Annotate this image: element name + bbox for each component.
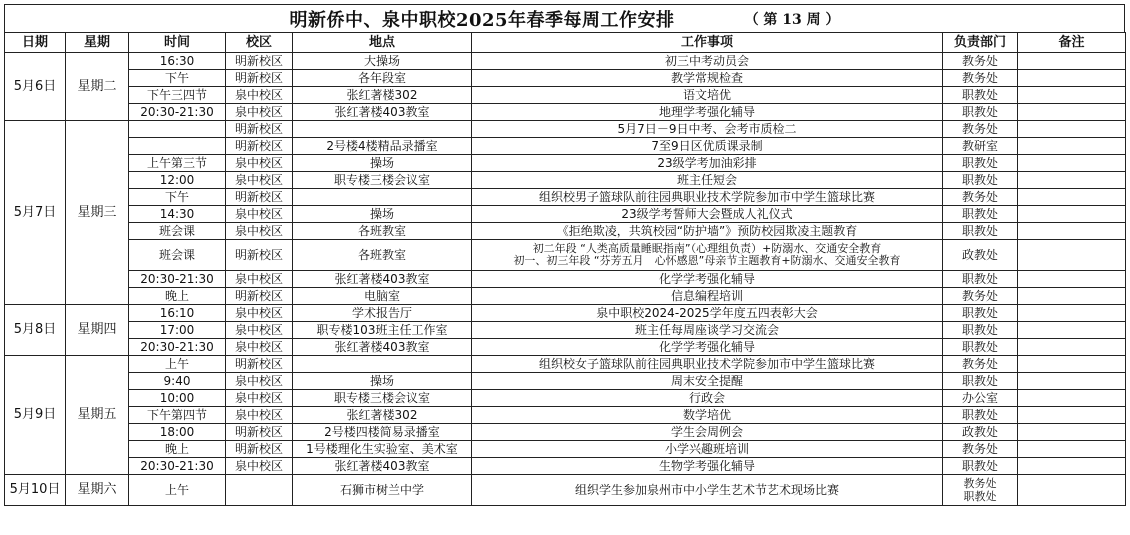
task-cell: 5月7日－9日中考、会考市质检二 — [472, 121, 943, 138]
place-cell — [293, 356, 472, 373]
note-cell — [1018, 206, 1126, 223]
campus-cell: 泉中校区 — [226, 407, 293, 424]
task-cell: 7至9日区优质课录制 — [472, 138, 943, 155]
dept-cell: 职教处 — [943, 305, 1018, 322]
col-header-time: 时间 — [129, 33, 226, 53]
dept-cell: 职教处 — [943, 104, 1018, 121]
place-cell: 职专楼三楼会议室 — [293, 390, 472, 407]
task-cell: 组织校男子篮球队前往园典职业技术学院参加市中学生篮球比赛 — [472, 189, 943, 206]
campus-cell: 泉中校区 — [226, 339, 293, 356]
note-cell — [1018, 424, 1126, 441]
weekday-cell: 星期三 — [66, 121, 129, 305]
table-row — [5, 441, 1126, 458]
title-bar — [4, 4, 1125, 32]
campus-cell — [226, 475, 293, 506]
place-cell: 各年段室 — [293, 70, 472, 87]
dept-cell: 职教处 — [943, 155, 1018, 172]
place-cell: 1号楼理化生实验室、美术室 — [293, 441, 472, 458]
dept-cell: 职教处 — [943, 87, 1018, 104]
dept-cell: 教务处 — [943, 70, 1018, 87]
dept-cell: 职教处 — [943, 223, 1018, 240]
place-cell: 张红著楼302 — [293, 407, 472, 424]
table-row — [5, 189, 1126, 206]
note-cell — [1018, 104, 1126, 121]
note-cell — [1018, 172, 1126, 189]
table-row — [5, 172, 1126, 189]
campus-cell: 明新校区 — [226, 53, 293, 70]
place-cell: 学术报告厅 — [293, 305, 472, 322]
note-cell — [1018, 475, 1126, 506]
campus-cell: 泉中校区 — [226, 271, 293, 288]
time-cell: 上午第三节 — [129, 155, 226, 172]
dept-cell: 教研室 — [943, 138, 1018, 155]
col-header-campus: 校区 — [226, 33, 293, 53]
place-cell: 大操场 — [293, 53, 472, 70]
note-cell — [1018, 138, 1126, 155]
table-row — [5, 458, 1126, 475]
time-cell: 20:30-21:30 — [129, 458, 226, 475]
task-cell: 化学学考强化辅导 — [472, 271, 943, 288]
task-cell: 泉中职校2024-2025学年度五四表彰大会 — [472, 305, 943, 322]
dept-cell: 教务处 — [943, 356, 1018, 373]
table-row — [5, 53, 1126, 70]
place-cell: 张红著楼403教室 — [293, 271, 472, 288]
table-row — [5, 390, 1126, 407]
campus-cell: 泉中校区 — [226, 172, 293, 189]
note-cell — [1018, 240, 1126, 271]
time-cell: 10:00 — [129, 390, 226, 407]
task-cell: 23级学考加油彩排 — [472, 155, 943, 172]
dept-cell: 职教处 — [943, 271, 1018, 288]
table-row — [5, 373, 1126, 390]
table-row — [5, 271, 1126, 288]
dept-cell: 政教处 — [943, 424, 1018, 441]
table-row — [5, 223, 1126, 240]
time-cell: 16:30 — [129, 53, 226, 70]
date-cell: 5月9日 — [5, 356, 66, 475]
note-cell — [1018, 271, 1126, 288]
task-cell — [472, 240, 943, 271]
note-cell — [1018, 322, 1126, 339]
place-cell: 职专楼三楼会议室 — [293, 172, 472, 189]
time-cell: 下午 — [129, 189, 226, 206]
time-cell: 20:30-21:30 — [129, 271, 226, 288]
table-row — [5, 407, 1126, 424]
dept-cell: 职教处 — [943, 373, 1018, 390]
dept-cell: 职教处 — [943, 339, 1018, 356]
place-cell: 石狮市树兰中学 — [293, 475, 472, 506]
task-cell: 地理学考强化辅导 — [472, 104, 943, 121]
time-cell: 班会课 — [129, 223, 226, 240]
dept-cell: 职教处 — [943, 206, 1018, 223]
col-header-note: 备注 — [1018, 33, 1126, 53]
note-cell — [1018, 223, 1126, 240]
dept-cell: 教务处 — [943, 53, 1018, 70]
note-cell — [1018, 70, 1126, 87]
dept-cell — [943, 475, 1018, 506]
place-cell: 2号楼四楼简易录播室 — [293, 424, 472, 441]
dept-cell: 办公室 — [943, 390, 1018, 407]
place-cell: 各班教室 — [293, 240, 472, 271]
campus-cell: 明新校区 — [226, 138, 293, 155]
campus-cell: 明新校区 — [226, 441, 293, 458]
table-row — [5, 356, 1126, 373]
col-header-day: 星期 — [66, 33, 129, 53]
col-header-place: 地点 — [293, 33, 472, 53]
note-cell — [1018, 288, 1126, 305]
weekday-cell: 星期四 — [66, 305, 129, 356]
task-cell: 周末安全提醒 — [472, 373, 943, 390]
task-cell: 生物学考强化辅导 — [472, 458, 943, 475]
dept-cell: 职教处 — [943, 172, 1018, 189]
table-row — [5, 206, 1126, 223]
place-cell — [293, 189, 472, 206]
date-cell: 5月10日 — [5, 475, 66, 506]
note-cell — [1018, 458, 1126, 475]
col-header-date: 日期 — [5, 33, 66, 53]
dept-cell: 职教处 — [943, 458, 1018, 475]
dept-cell: 政教处 — [943, 240, 1018, 271]
note-cell — [1018, 373, 1126, 390]
time-cell: 16:10 — [129, 305, 226, 322]
task-cell: 组织学生参加泉州市中小学生艺术节艺术现场比赛 — [472, 475, 943, 506]
note-cell — [1018, 155, 1126, 172]
dept-cell: 职教处 — [943, 407, 1018, 424]
time-cell: 下午三四节 — [129, 87, 226, 104]
campus-cell: 泉中校区 — [226, 223, 293, 240]
table-row — [5, 240, 1126, 271]
campus-cell: 泉中校区 — [226, 206, 293, 223]
time-cell: 14:30 — [129, 206, 226, 223]
time-cell: 晚上 — [129, 288, 226, 305]
table-row — [5, 104, 1126, 121]
note-cell — [1018, 356, 1126, 373]
date-cell: 5月6日 — [5, 53, 66, 121]
dept-cell: 教务处 — [943, 441, 1018, 458]
table-row — [5, 305, 1126, 322]
time-cell: 18:00 — [129, 424, 226, 441]
campus-cell: 明新校区 — [226, 288, 293, 305]
weekday-cell: 星期六 — [66, 475, 129, 506]
campus-cell: 明新校区 — [226, 121, 293, 138]
note-cell — [1018, 53, 1126, 70]
col-header-task: 工作事项 — [472, 33, 943, 53]
table-row — [5, 155, 1126, 172]
campus-cell: 明新校区 — [226, 240, 293, 271]
table-row — [5, 288, 1126, 305]
schedule-table — [4, 32, 1126, 506]
note-cell — [1018, 189, 1126, 206]
task-cell: 小学兴趣班培训 — [472, 441, 943, 458]
campus-cell: 明新校区 — [226, 424, 293, 441]
header-row — [5, 33, 1126, 53]
task-cell: 班主任每周座谈学习交流会 — [472, 322, 943, 339]
task-line: 初一、初三年段 “芬芳五月 心怀感恩”母亲节主题教育+防溺水、交通安全教育 — [513, 254, 901, 267]
place-cell: 职专楼103班主任工作室 — [293, 322, 472, 339]
place-cell: 张红著楼403教室 — [293, 104, 472, 121]
campus-cell: 泉中校区 — [226, 155, 293, 172]
schedule-body — [5, 53, 1126, 506]
campus-cell: 泉中校区 — [226, 305, 293, 322]
place-cell: 操场 — [293, 155, 472, 172]
place-cell: 操场 — [293, 373, 472, 390]
table-row — [5, 424, 1126, 441]
time-cell: 9:40 — [129, 373, 226, 390]
time-cell — [129, 138, 226, 155]
place-cell: 2号楼4楼精品录播室 — [293, 138, 472, 155]
schedule-sheet — [4, 4, 1125, 506]
campus-cell: 泉中校区 — [226, 104, 293, 121]
table-row — [5, 138, 1126, 155]
time-cell: 20:30-21:30 — [129, 104, 226, 121]
note-cell — [1018, 441, 1126, 458]
note-cell — [1018, 339, 1126, 356]
date-cell: 5月7日 — [5, 121, 66, 305]
campus-cell: 泉中校区 — [226, 87, 293, 104]
campus-cell: 泉中校区 — [226, 390, 293, 407]
task-cell: 学生会周例会 — [472, 424, 943, 441]
note-cell — [1018, 121, 1126, 138]
campus-cell: 明新校区 — [226, 70, 293, 87]
page-title: 明新侨中、泉中职校2025年春季每周工作安排 — [289, 9, 675, 31]
time-cell: 上午 — [129, 356, 226, 373]
place-cell: 操场 — [293, 206, 472, 223]
note-cell — [1018, 305, 1126, 322]
task-cell: 语文培优 — [472, 87, 943, 104]
task-cell: 23级学考誓师大会暨成人礼仪式 — [472, 206, 943, 223]
campus-cell: 明新校区 — [226, 356, 293, 373]
table-row — [5, 322, 1126, 339]
date-cell: 5月8日 — [5, 305, 66, 356]
time-cell: 17:00 — [129, 322, 226, 339]
table-row — [5, 87, 1126, 104]
time-cell: 下午 — [129, 70, 226, 87]
place-cell: 张红著楼403教室 — [293, 339, 472, 356]
dept-cell: 教务处 — [943, 189, 1018, 206]
task-cell: 《拒绝欺凌，共筑校园“防护墙”》预防校园欺凌主题教育 — [472, 223, 943, 240]
place-cell: 张红著楼403教室 — [293, 458, 472, 475]
time-cell: 下午第四节 — [129, 407, 226, 424]
time-cell: 上午 — [129, 475, 226, 506]
week-number: （ 第 13 周 ） — [744, 11, 840, 28]
dept-line: 教务处 — [963, 477, 997, 490]
weekday-cell: 星期五 — [66, 356, 129, 475]
task-cell: 组织校女子篮球队前往园典职业技术学院参加市中学生篮球比赛 — [472, 356, 943, 373]
weekday-cell: 星期二 — [66, 53, 129, 121]
table-row — [5, 339, 1126, 356]
table-row — [5, 121, 1126, 138]
note-cell — [1018, 87, 1126, 104]
task-cell: 行政会 — [472, 390, 943, 407]
col-header-dept: 负责部门 — [943, 33, 1018, 53]
task-cell: 信息编程培训 — [472, 288, 943, 305]
campus-cell: 明新校区 — [226, 189, 293, 206]
dept-cell: 职教处 — [943, 322, 1018, 339]
campus-cell: 泉中校区 — [226, 458, 293, 475]
note-cell — [1018, 390, 1126, 407]
task-cell: 班主任短会 — [472, 172, 943, 189]
table-row — [5, 70, 1126, 87]
time-cell: 12:00 — [129, 172, 226, 189]
time-cell — [129, 121, 226, 138]
dept-cell: 教务处 — [943, 121, 1018, 138]
task-line: 初二年段 “人类高质量睡眠指南”（心理组负责）+防溺水、交通安全教育 — [532, 242, 882, 255]
dept-line: 职教处 — [963, 490, 997, 503]
campus-cell: 泉中校区 — [226, 322, 293, 339]
place-cell: 各班教室 — [293, 223, 472, 240]
campus-cell: 泉中校区 — [226, 373, 293, 390]
task-cell: 教学常规检查 — [472, 70, 943, 87]
dept-cell: 教务处 — [943, 288, 1018, 305]
task-cell: 初三中考动员会 — [472, 53, 943, 70]
place-cell: 电脑室 — [293, 288, 472, 305]
task-cell: 化学学考强化辅导 — [472, 339, 943, 356]
task-cell: 数学培优 — [472, 407, 943, 424]
time-cell: 晚上 — [129, 441, 226, 458]
time-cell: 班会课 — [129, 240, 226, 271]
note-cell — [1018, 407, 1126, 424]
time-cell: 20:30-21:30 — [129, 339, 226, 356]
place-cell — [293, 121, 472, 138]
place-cell: 张红著楼302 — [293, 87, 472, 104]
table-row — [5, 475, 1126, 506]
